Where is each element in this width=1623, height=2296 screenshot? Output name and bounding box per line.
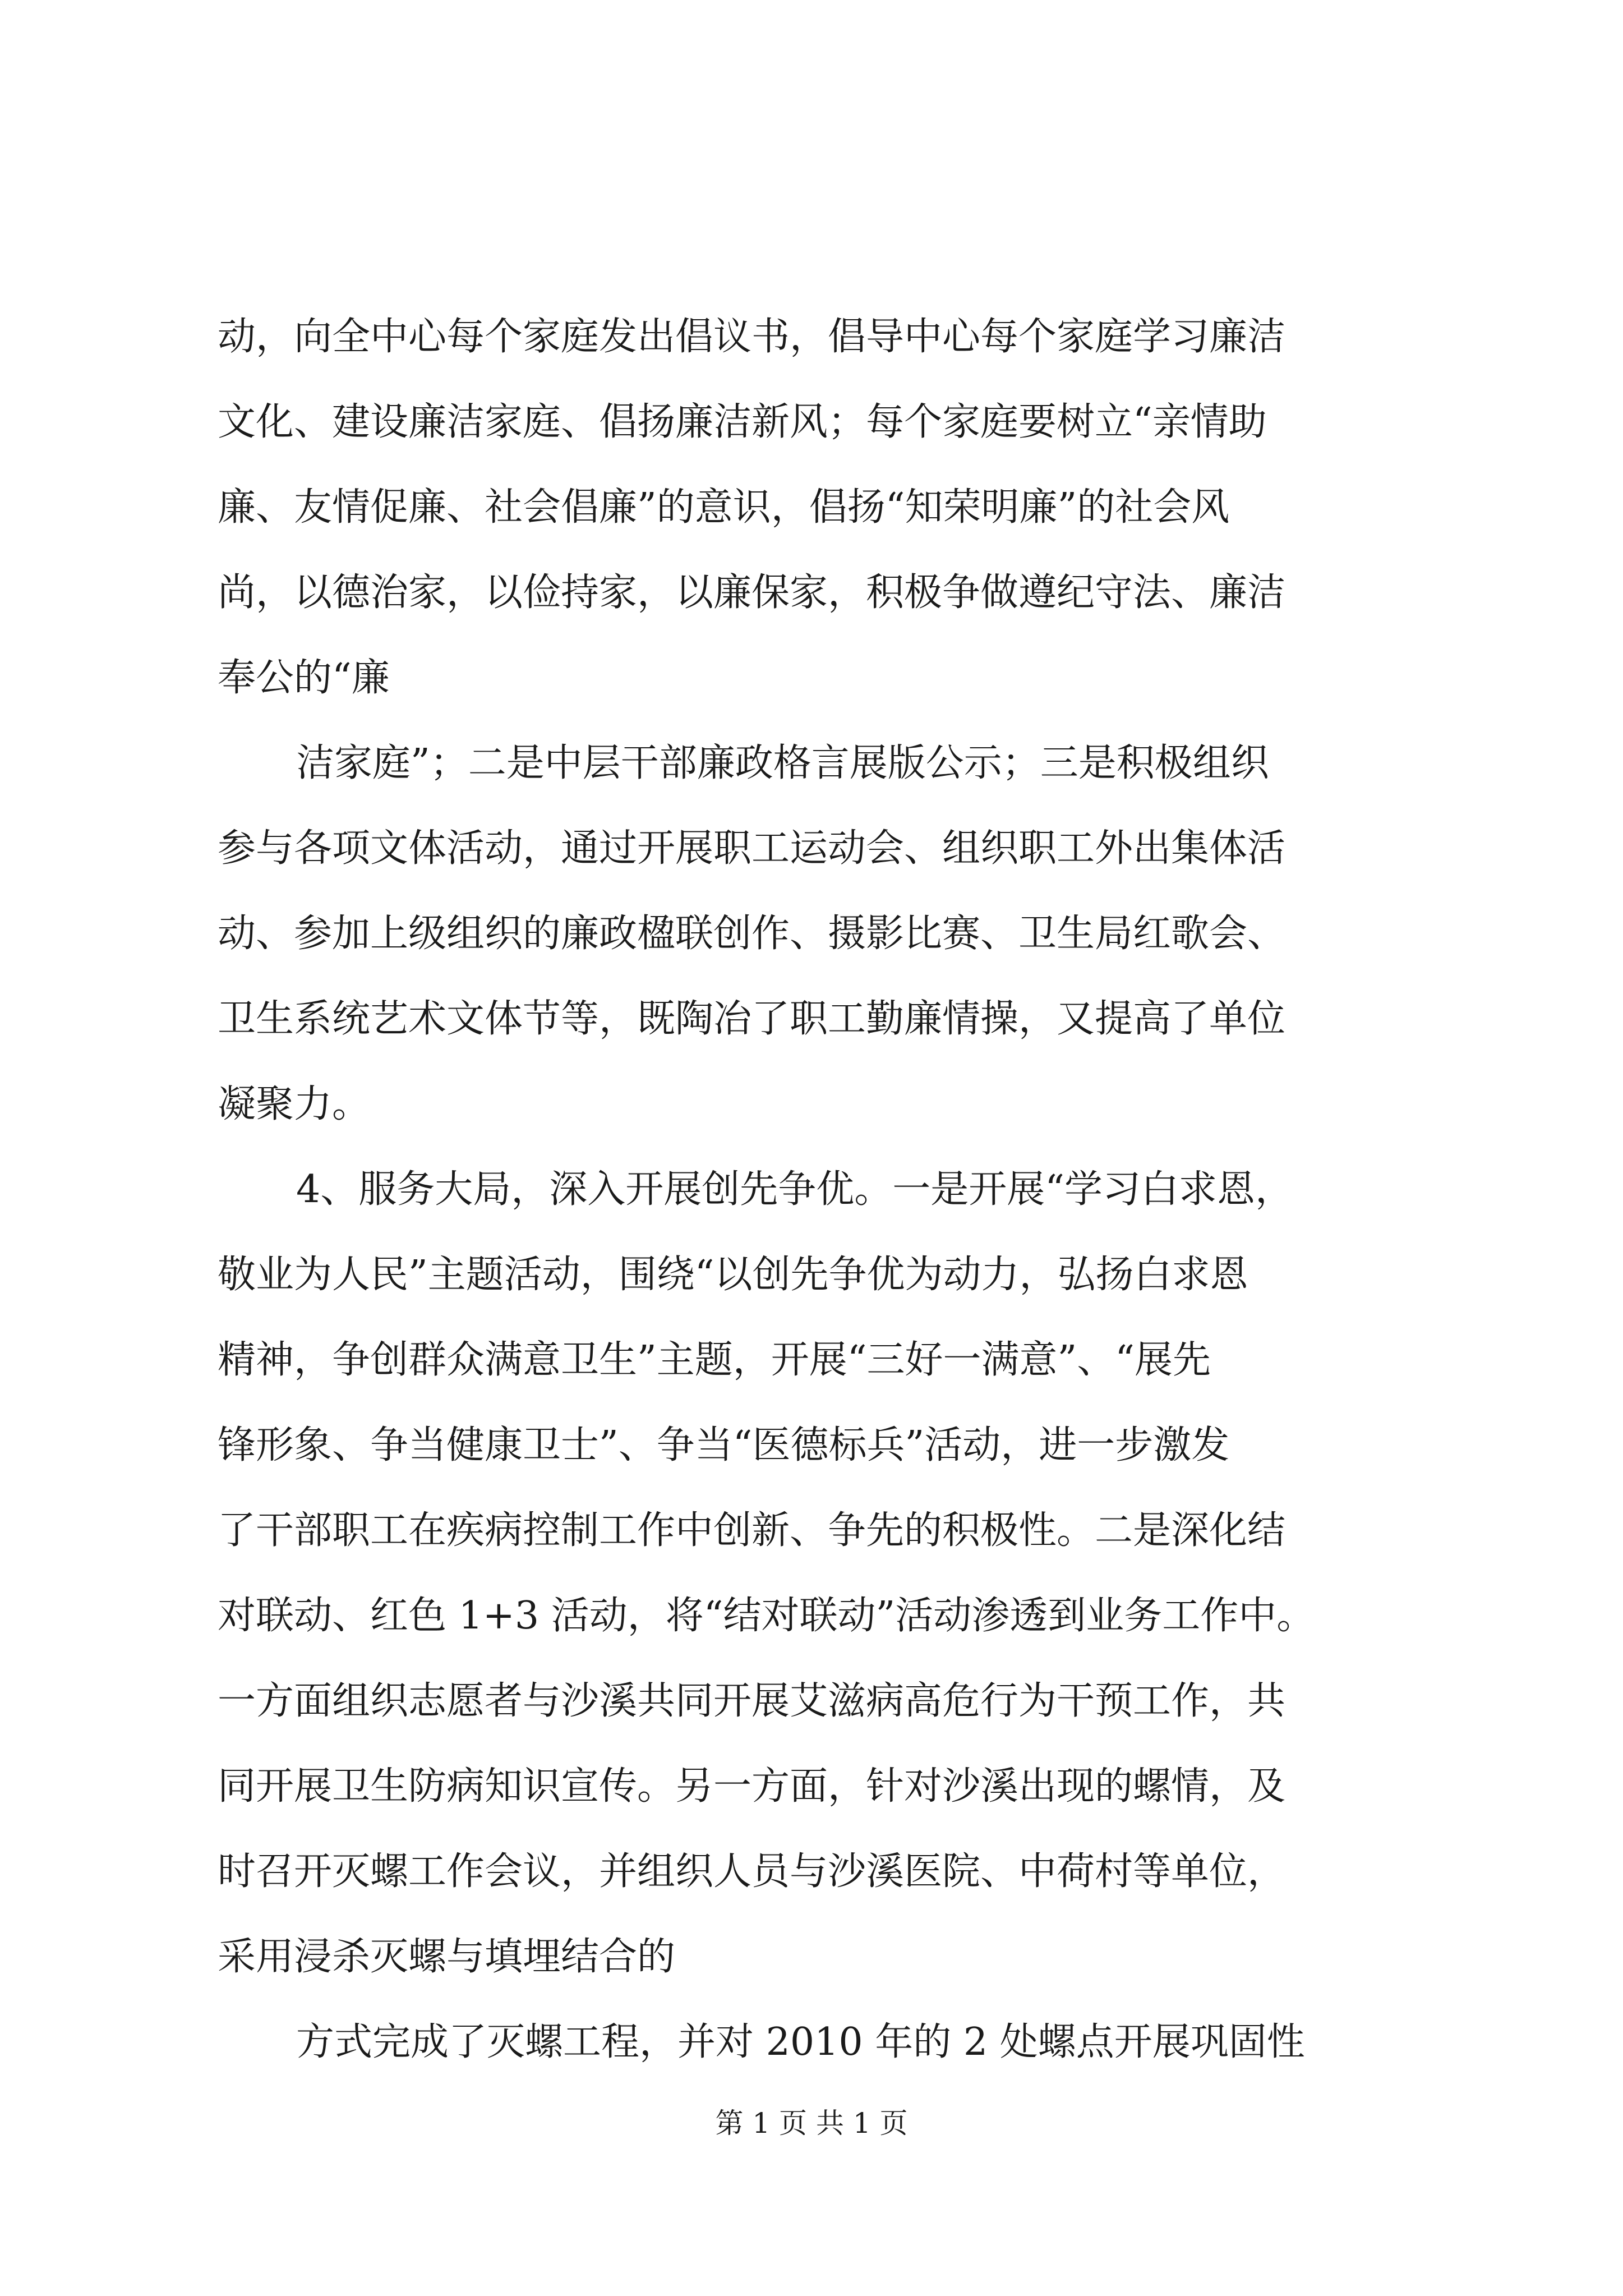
text-line: 一方面组织志愿者与沙溪共同开展艾滋病高危行为干预工作，共 [218, 1679, 1286, 1723]
document-body [218, 295, 1435, 2085]
text-line: 参与各项文体活动，通过开展职工运动会、组织职工外出集体活 [218, 826, 1286, 871]
text-line: 奉公的“廉 [218, 656, 390, 700]
text-line: 凝聚力。 [218, 1082, 371, 1126]
text-line: 卫生系统艺术文体节等，既陶冶了职工勤廉情操，又提高了单位 [218, 997, 1286, 1041]
text-line: 敬业为人民”主题活动，围绕“以创先争优为动力，弘扬白求恩 [218, 1253, 1248, 1297]
page-footer: 第 1 页 共 1 页 [715, 2107, 908, 2139]
text-line: 文化、建设廉洁家庭、倡扬廉洁新风；每个家庭要树立“亲情助 [218, 400, 1267, 444]
text-line: 方式完成了灭螺工程，并对 2010 年的 2 处螺点开展巩固性 [296, 2020, 1305, 2064]
text-line: 精神，争创群众满意卫生”主题，开展“三好一满意”、“展先 [218, 1338, 1211, 1382]
text-line: 动，向全中心每个家庭发出倡议书，倡导中心每个家庭学习廉洁 [218, 315, 1286, 359]
text-line: 锋形象、争当健康卫士”、争当“医德标兵”活动，进一步激发 [218, 1423, 1230, 1467]
text-line: 4、服务大局，深入开展创先争优。一是开展“学习白求恩， [296, 1167, 1294, 1212]
text-line: 同开展卫生防病知识宣传。另一方面，针对沙溪出现的螺情，及 [218, 1764, 1286, 1809]
text-line: 廉、友情促廉、社会倡廉”的意识，倡扬“知荣明廉”的社会风 [218, 485, 1230, 530]
text-line: 时召开灭螺工作会议，并组织人员与沙溪医院、中荷村等单位， [218, 1849, 1286, 1894]
text-line: 尚，以德治家，以俭持家，以廉保家，积极争做遵纪守法、廉洁 [218, 570, 1286, 615]
text-line: 采用浸杀灭螺与填埋结合的 [218, 1935, 676, 1979]
text-line: 洁家庭”；二是中层干部廉政格言展版公示；三是积极组织 [296, 741, 1269, 785]
text-line: 对联动、红色 1+3 活动，将“结对联动”活动渗透到业务工作中。 [218, 1594, 1315, 1638]
text-line: 了干部职工在疾病控制工作中创新、争先的积极性。二是深化结 [218, 1508, 1286, 1553]
text-line: 动、参加上级组织的廉政楹联创作、摄影比赛、卫生局红歌会、 [218, 912, 1286, 956]
